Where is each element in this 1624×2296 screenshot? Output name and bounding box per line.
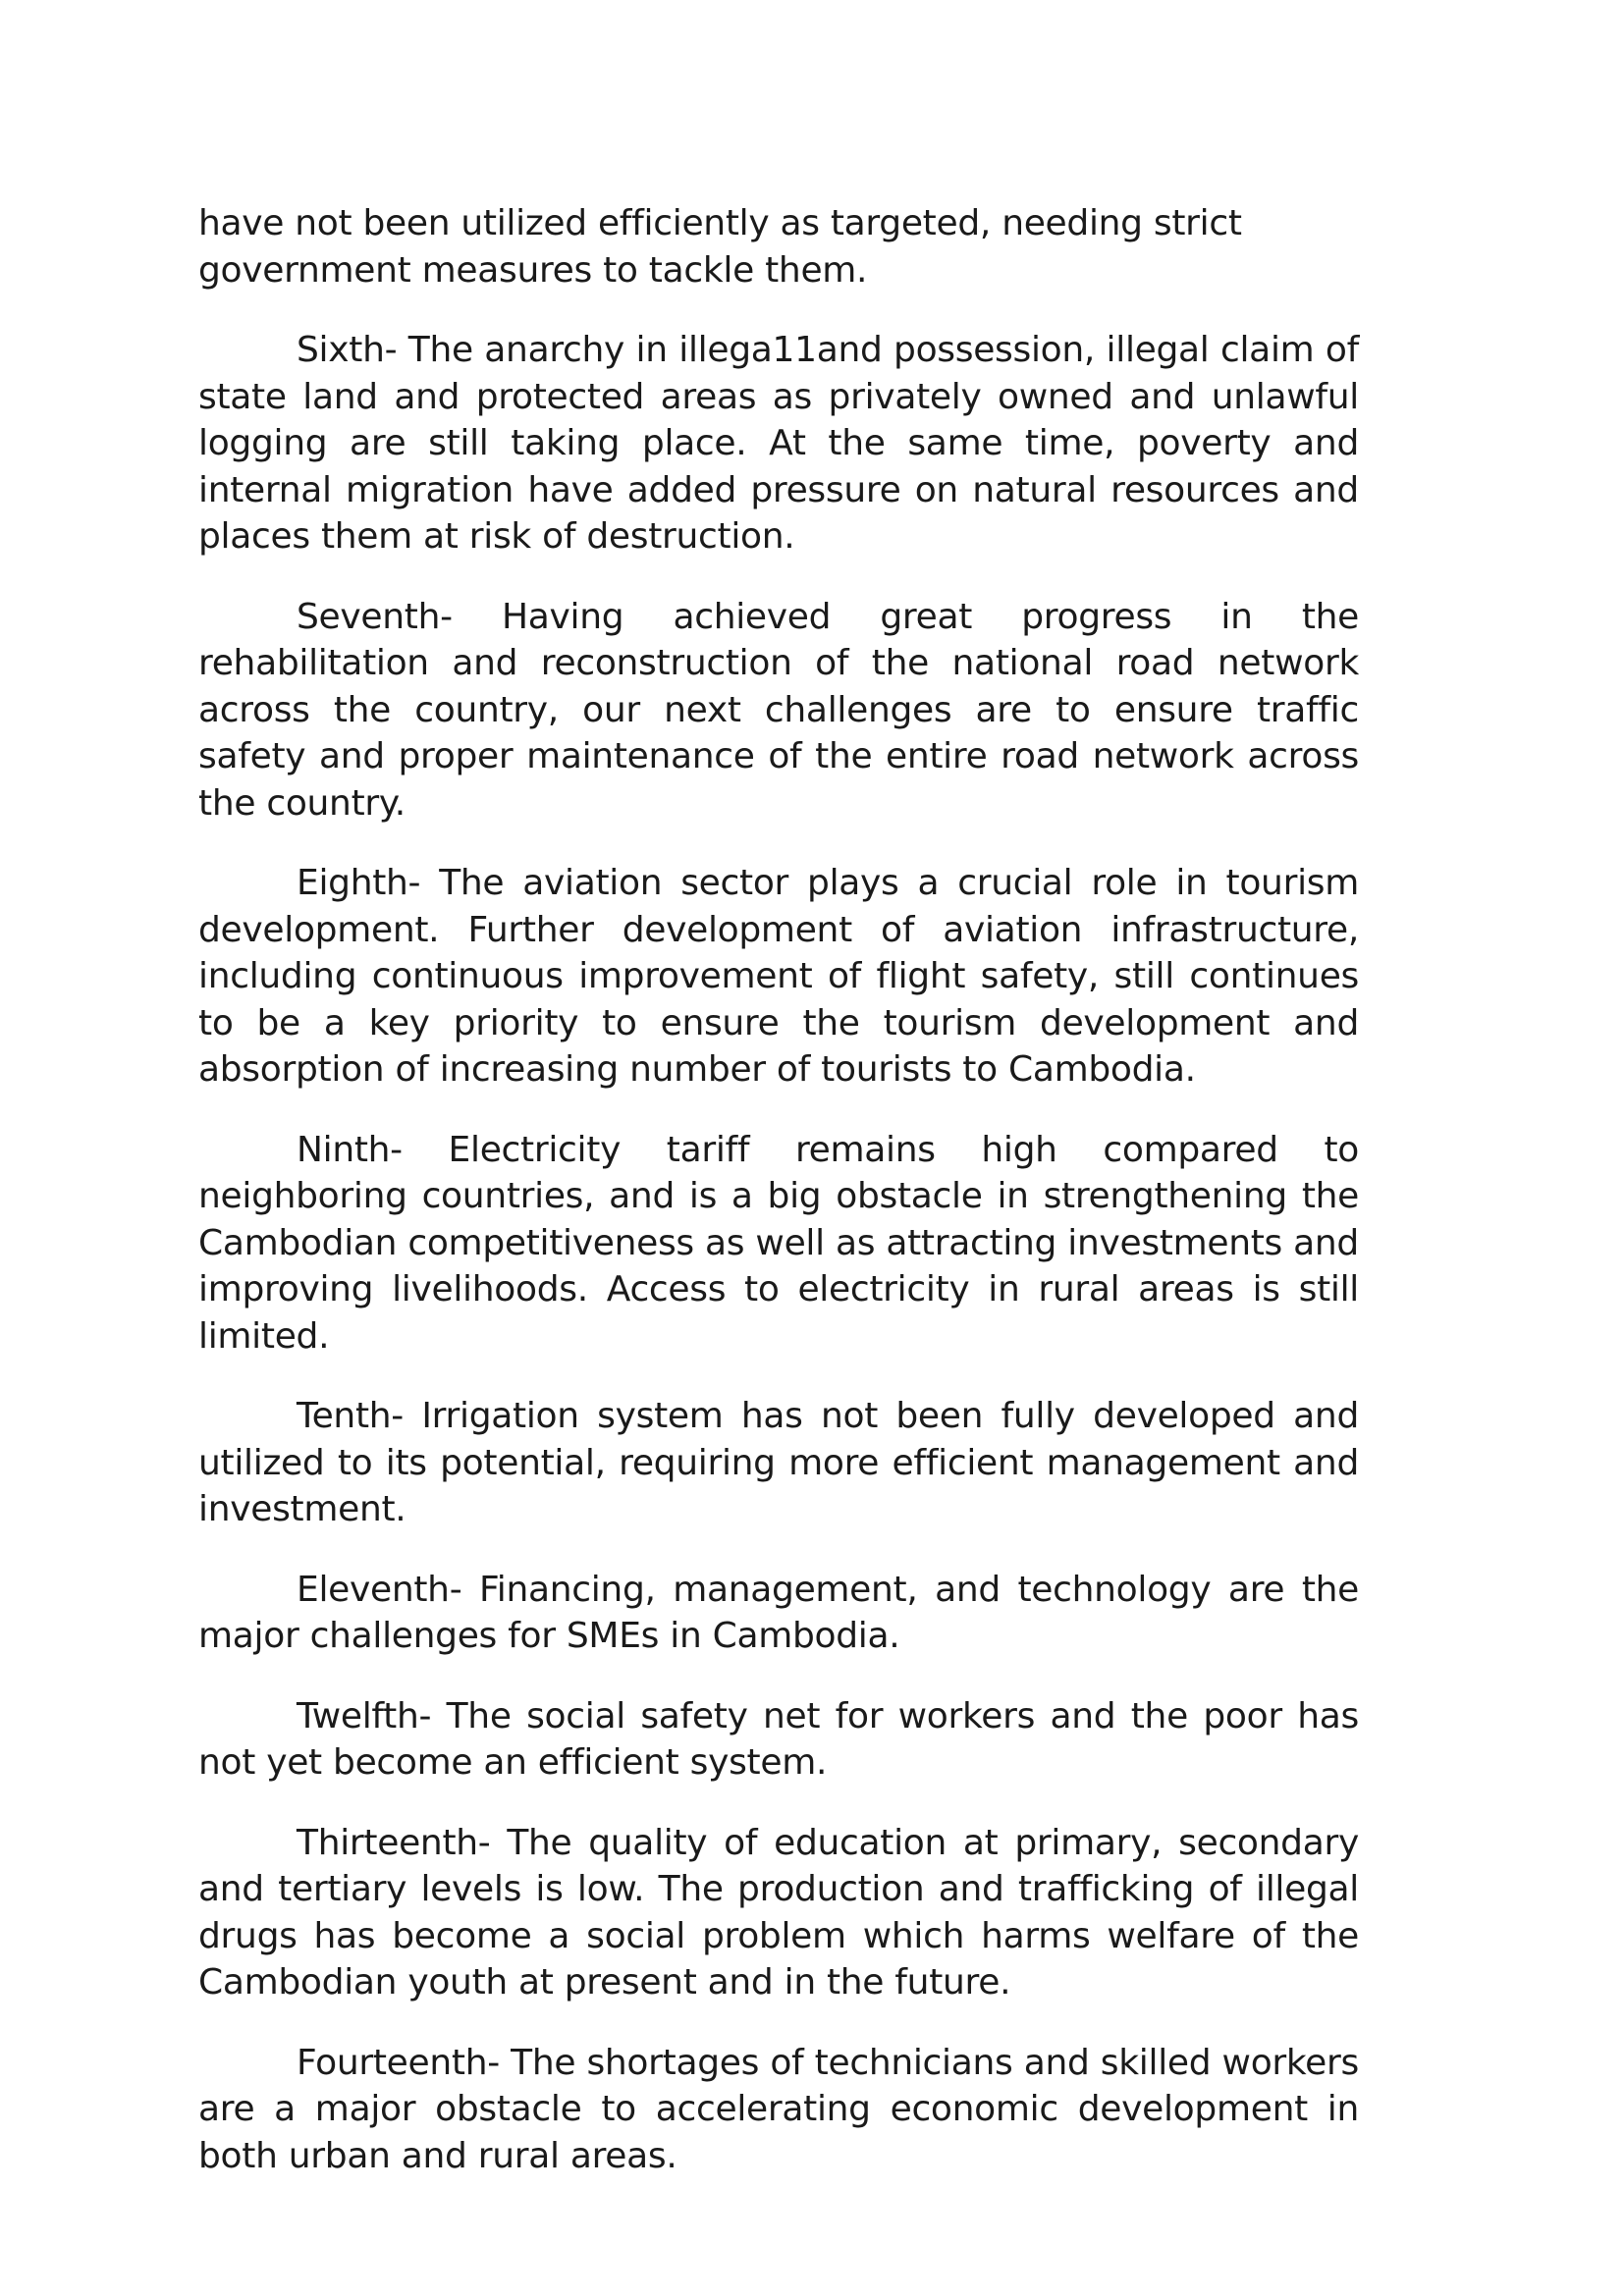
- paragraph-continuation: have not been utilized efficiently as targeted, needing strict government measures to tackle them.: [198, 203, 1242, 291]
- paragraph-seventh: Seventh- Having achieved great progress in the rehabilitation and reconstruction of the national road network across the country, our next challenges are to ensure traffic safety and proper maintenance of the entire road network across the country.: [198, 596, 1359, 824]
- paragraph-eighth: Eighth- The aviation sector plays a crucial role in tourism development. Further development of aviation infrastructure, including continuous improvement of flight safety, still continues to be a key priority to ensure the tourism development and absorption of increasing number of tourists to Cambodia.: [198, 863, 1359, 1090]
- paragraph-sixth: Sixth- The anarchy in illega11and possession, illegal claim of state land and protected areas as privately owned and unlawful logging are still taking place. At the same time, poverty and internal migration have added pressure on natural resources and places them at risk of destruction.: [198, 330, 1359, 557]
- paragraph-fourteenth: Fourteenth- The shortages of technicians and skilled workers are a major obstacle to accelerating economic development in both urban and rural areas.: [198, 2042, 1359, 2176]
- paragraph-thirteenth: Thirteenth- The quality of education at primary, secondary and tertiary levels is low. The production and trafficking of illegal drugs has become a social problem which harms welfare of the Cambodian youth at present and in the future.: [198, 1822, 1359, 2002]
- paragraph-ninth: Ninth- Electricity tariff remains high compared to neighboring countries, and is a big obstacle in strengthening the Cambodian competitiveness as well as attracting investments and improving livelihoods. Access to electricity in rural areas is still limited.: [198, 1129, 1359, 1357]
- paragraph-twelfth: Twelfth- The social safety net for workers and the poor has not yet become an efficient system.: [198, 1695, 1359, 1783]
- paragraph-eleventh: Eleventh- Financing, management, and technology are the major challenges for SMEs in Cambodia.: [198, 1569, 1359, 1656]
- document-page: [198, 200, 1359, 2213]
- paragraph-tenth: Tenth- Irrigation system has not been fully developed and utilized to its potential, requiring more efficient management and investment.: [198, 1396, 1359, 1529]
